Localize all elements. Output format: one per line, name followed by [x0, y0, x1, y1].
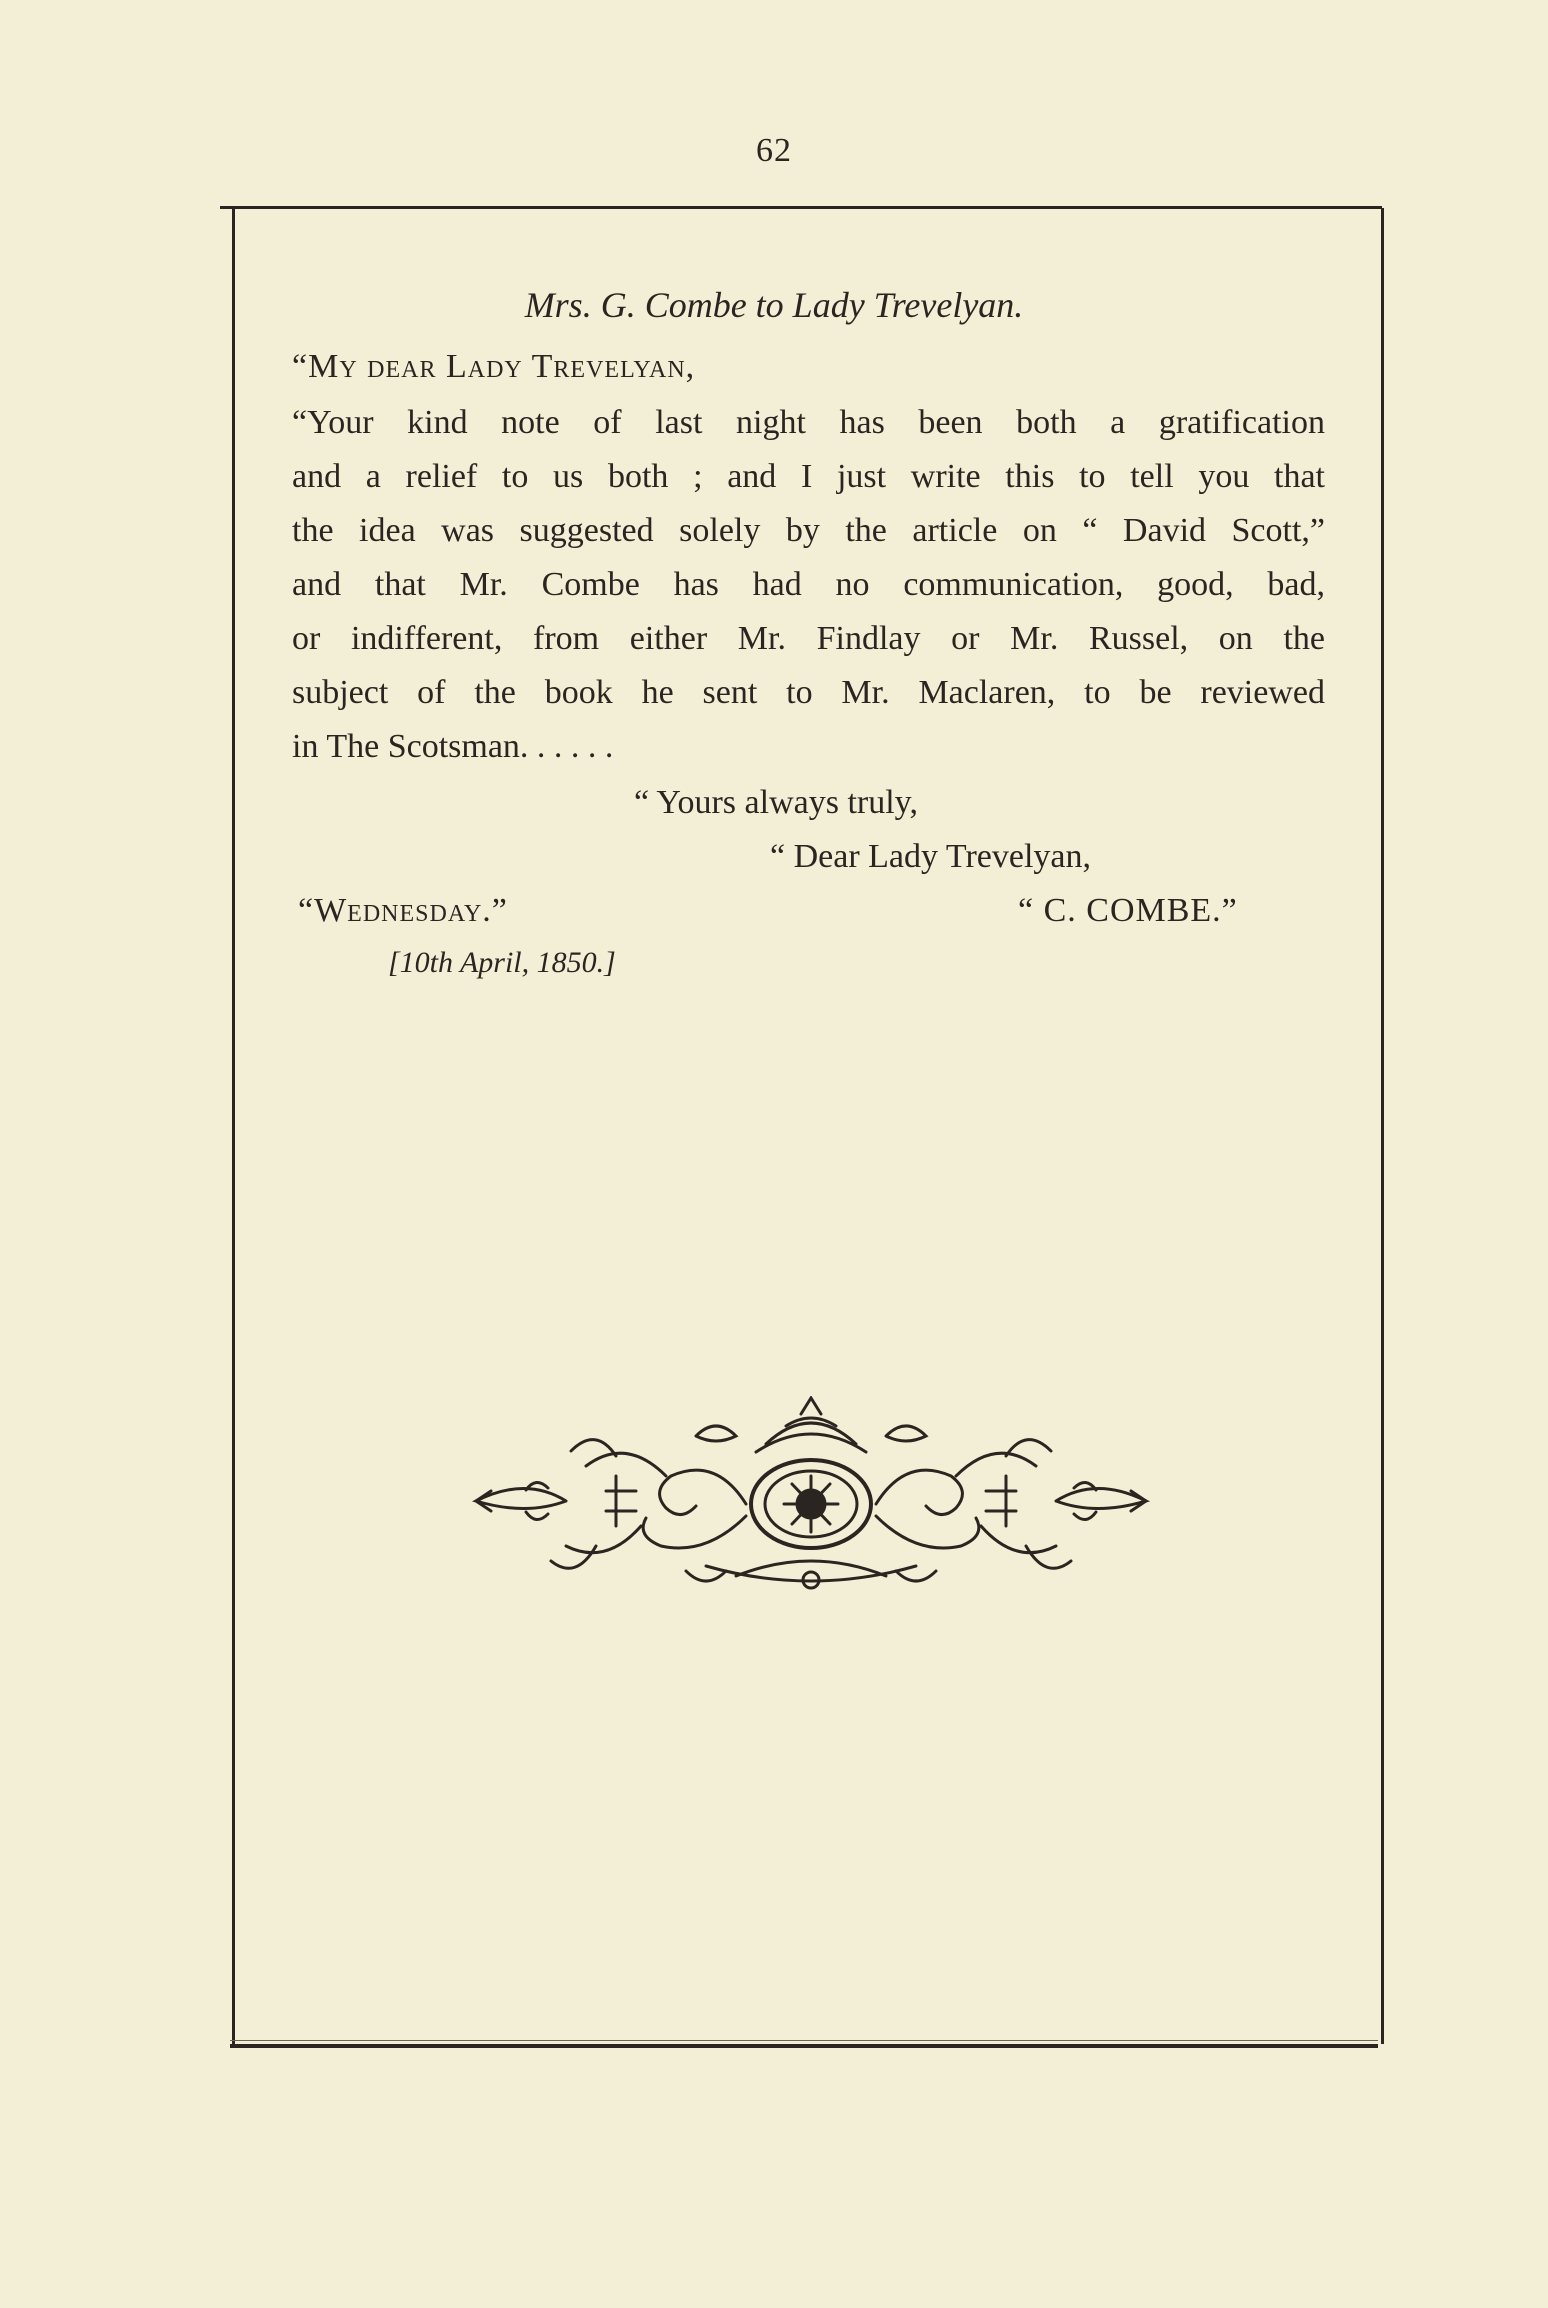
signature: “ C. COMBE.”: [1018, 892, 1238, 929]
salutation: “My dear Lady Trevelyan,: [292, 348, 696, 385]
body-line: in The Scotsman. . . . . .: [292, 728, 614, 765]
closing-line-2: “ Dear Lady Trevelyan,: [770, 838, 1092, 875]
frame-bottom-rule: [230, 2044, 1378, 2048]
letter-heading: Mrs. G. Combe to Lady Trevelyan.: [524, 285, 1024, 325]
letter-body: [292, 396, 1325, 774]
body-line: “Your kind note of last night has been both a gratification: [292, 404, 1325, 441]
letter-day: “Wednesday.”: [298, 892, 508, 929]
floral-ornament-icon: [466, 1396, 1156, 1596]
frame-bottom-thin-rule: [230, 2040, 1378, 2041]
closing-line-1: “ Yours always truly,: [634, 784, 918, 821]
body-line: and that Mr. Combe has had no communication, good, bad,: [292, 566, 1325, 603]
body-line: or indifferent, from either Mr. Findlay or Mr. Russel, on the: [292, 620, 1325, 657]
body-line: subject of the book he sent to Mr. Maclaren, to be reviewed: [292, 674, 1325, 711]
body-line: and a relief to us both ; and I just write this to tell you that: [292, 458, 1325, 495]
page-number: 62: [756, 132, 792, 169]
body-line: the idea was suggested solely by the article on “ David Scott,”: [292, 512, 1325, 549]
letter-date: [10th April, 1850.]: [388, 946, 616, 979]
